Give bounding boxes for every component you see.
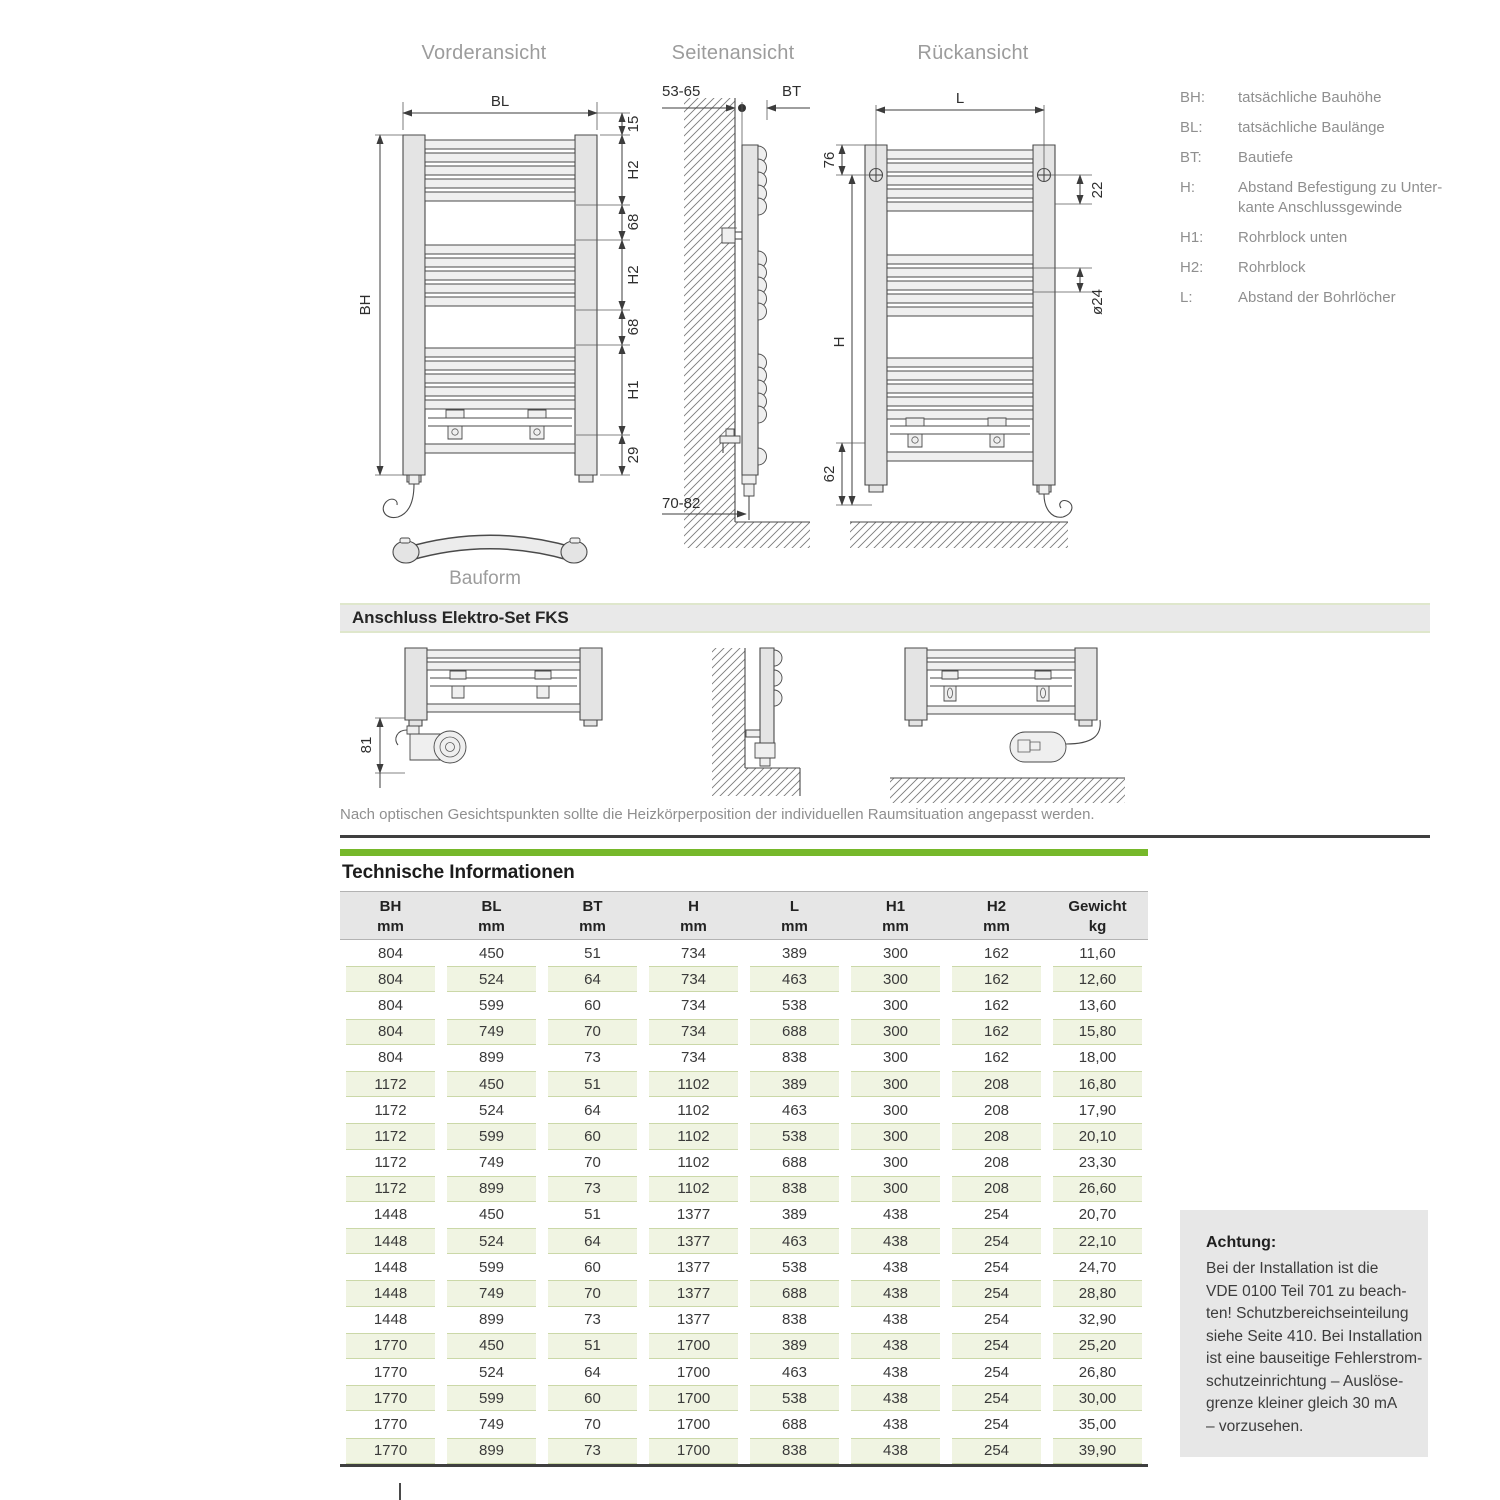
table-cell: 300 xyxy=(845,1123,946,1149)
side-tube-bumps xyxy=(758,146,767,465)
table-row xyxy=(340,1438,1148,1464)
table-row xyxy=(340,1411,1148,1437)
table-cell: 1102 xyxy=(643,1176,744,1202)
table-cell: 18,00 xyxy=(1078,1049,1117,1067)
table-cell: 1102 xyxy=(677,1101,710,1119)
table-cell: 438 xyxy=(882,1363,909,1381)
table-cell: 300 xyxy=(845,1176,946,1202)
section-divider xyxy=(340,835,1430,838)
table-cell: 1700 xyxy=(643,1333,744,1359)
table-cell: 1700 xyxy=(676,1415,711,1433)
table-cell: 599 xyxy=(478,1258,505,1276)
table-cell: 208 xyxy=(983,1101,1010,1119)
legend-desc: tatsächliche Baulänge xyxy=(1238,119,1385,136)
rear-view-drawing xyxy=(821,80,1110,560)
table-cell: 463 xyxy=(781,1101,808,1119)
fks-rear-floor xyxy=(890,778,1125,803)
bauform-label: Bauform xyxy=(449,568,521,589)
table-cell: 1377 xyxy=(676,1311,711,1329)
table-cell: 438 xyxy=(845,1333,946,1359)
table-cell: 1102 xyxy=(643,1123,744,1149)
fks-front-electric-element xyxy=(396,726,466,763)
table-row xyxy=(340,1071,1148,1097)
table-cell: 1377 xyxy=(676,1206,711,1224)
table-cell: 450 xyxy=(441,1333,542,1359)
table-cell: 734 xyxy=(680,996,707,1014)
table-cell: 24,70 xyxy=(1078,1258,1117,1276)
fks-front-drawing xyxy=(350,648,650,808)
table-cell: 73 xyxy=(584,1049,601,1067)
table-cell: 254 xyxy=(983,1311,1010,1329)
table-cell: 749 xyxy=(441,1019,542,1045)
table-row xyxy=(340,1045,1148,1071)
table-cell: 899 xyxy=(441,1438,542,1464)
table-cell: 73 xyxy=(584,1311,601,1329)
table-cell: 463 xyxy=(781,1363,808,1381)
dim-label-dia24: ø24 xyxy=(1089,289,1106,315)
legend-key: BH: xyxy=(1180,89,1206,106)
dim-label-l: L xyxy=(955,90,965,107)
table-cell: 17,90 xyxy=(1078,1101,1117,1119)
table-cell: 538 xyxy=(744,1385,845,1411)
table-cell: 254 xyxy=(983,1415,1010,1433)
table-cell: 734 xyxy=(680,1049,707,1067)
table-cell: 254 xyxy=(946,1438,1047,1464)
dim-label-81: 81 xyxy=(358,736,375,754)
front-tube-group-lower xyxy=(425,348,575,409)
table-cell: 26,80 xyxy=(1078,1363,1117,1381)
table-row xyxy=(340,966,1148,992)
table-cell: 389 xyxy=(781,1206,808,1224)
rear-floor xyxy=(850,522,1068,548)
table-cell: 64 xyxy=(584,1101,601,1119)
table-cell: 1377 xyxy=(676,1258,711,1276)
table-cell: 300 xyxy=(882,1101,909,1119)
column-header: Gewicht kg xyxy=(1068,898,1127,935)
rear-mounting-bracket xyxy=(890,418,1030,447)
table-cell: 450 xyxy=(478,1206,505,1224)
table-cell: 1448 xyxy=(340,1228,441,1254)
column-header: BT mm xyxy=(579,898,606,935)
legend-item xyxy=(1180,258,1445,278)
table-cell: 162 xyxy=(983,1049,1010,1067)
table-title: Technische Informationen xyxy=(342,862,575,883)
dim-label-h2-upper: H2 xyxy=(625,160,642,180)
table-cell: 734 xyxy=(643,966,744,992)
table-cell: 208 xyxy=(946,1123,1047,1149)
table-cell: 1448 xyxy=(373,1258,408,1276)
table-cell: 804 xyxy=(340,1019,441,1045)
dim-label-76: 76 xyxy=(821,151,838,169)
rear-foot-left xyxy=(869,485,883,492)
table-cell: 162 xyxy=(983,996,1010,1014)
legend-item xyxy=(1180,178,1445,218)
rear-cable-hook xyxy=(1039,485,1072,517)
legend-key: H: xyxy=(1180,179,1195,196)
front-mounting-bracket xyxy=(428,410,572,439)
table-cell: 1448 xyxy=(373,1311,408,1329)
table-cell: 70 xyxy=(584,1415,601,1433)
table-cell: 688 xyxy=(781,1154,808,1172)
column-header: H mm xyxy=(680,898,707,935)
fks-side-wall xyxy=(712,648,800,796)
legend-item xyxy=(1180,88,1445,108)
table-cell: 13,60 xyxy=(1078,996,1117,1014)
table-cell: 64 xyxy=(542,1228,643,1254)
table-cell: 804 xyxy=(377,1049,404,1067)
table-cell: 39,90 xyxy=(1047,1438,1148,1464)
rear-dim-62 xyxy=(821,443,865,505)
table-cell: 438 xyxy=(882,1415,909,1433)
table-cell: 524 xyxy=(478,1101,505,1119)
table-cell: 538 xyxy=(744,1123,845,1149)
table-cell: 300 xyxy=(882,1154,909,1172)
table-cell: 524 xyxy=(478,1363,505,1381)
table-cell: 438 xyxy=(882,1311,909,1329)
dim-label-h: H xyxy=(831,336,848,348)
table-cell: 23,30 xyxy=(1078,1154,1117,1172)
table-cell: 749 xyxy=(478,1154,505,1172)
table-row xyxy=(340,1123,1148,1149)
dim-label-bh: BH xyxy=(357,294,374,316)
legend-item xyxy=(1180,288,1445,308)
table-header-row xyxy=(340,891,1148,940)
table-cell: 463 xyxy=(744,1228,845,1254)
table-cell: 300 xyxy=(882,944,909,962)
fks-section-header xyxy=(340,603,1430,633)
front-view-title: Vorderansicht xyxy=(421,42,547,64)
table-cell: 300 xyxy=(845,966,946,992)
table-cell: 32,90 xyxy=(1078,1311,1117,1329)
table-cell: 70 xyxy=(584,1154,601,1172)
column-header: H1 mm xyxy=(882,898,909,935)
legend-desc: Abstand Befestigung zu Unter- kante Anschlussgewinde xyxy=(1238,179,1443,216)
table-cell: 1700 xyxy=(676,1363,711,1381)
dim-label-62: 62 xyxy=(821,465,838,483)
front-tube-group-middle xyxy=(425,245,575,306)
rear-screw-left xyxy=(870,169,883,182)
rear-dim-76 xyxy=(821,145,870,175)
side-electric-element xyxy=(742,475,756,520)
legend-key: BL: xyxy=(1180,119,1203,136)
table-cell: 1448 xyxy=(340,1280,441,1306)
table-row xyxy=(340,1254,1148,1280)
table-cell: 1172 xyxy=(340,1176,441,1202)
table-cell: 734 xyxy=(643,1019,744,1045)
fks-rear-drawing xyxy=(880,648,1170,808)
table-cell: 1700 xyxy=(643,1438,744,1464)
table-cell: 73 xyxy=(542,1176,643,1202)
table-cell: 688 xyxy=(744,1280,845,1306)
table-cell: 254 xyxy=(946,1385,1047,1411)
table-cell: 60 xyxy=(584,1258,601,1276)
table-cell: 22,10 xyxy=(1047,1228,1148,1254)
front-cable-hook xyxy=(383,475,419,518)
dim-label-68-lower: 68 xyxy=(625,318,642,336)
legend-desc: Bautiefe xyxy=(1238,149,1294,166)
table-cell: 1172 xyxy=(374,1101,407,1119)
table-cell: 438 xyxy=(845,1228,946,1254)
legend-item xyxy=(1180,228,1445,248)
table-cell: 389 xyxy=(744,1333,845,1359)
table-cell: 208 xyxy=(946,1176,1047,1202)
table-cell: 389 xyxy=(744,1071,845,1097)
table-row xyxy=(340,1385,1148,1411)
table-cell: 599 xyxy=(441,1123,542,1149)
table-cell: 60 xyxy=(542,1385,643,1411)
legend-item xyxy=(1180,118,1445,138)
table-cell: 208 xyxy=(983,1154,1010,1172)
table-cell: 389 xyxy=(781,944,808,962)
legend-key: H1: xyxy=(1180,229,1204,246)
table-cell: 524 xyxy=(441,966,542,992)
table-cell: 688 xyxy=(781,1415,808,1433)
bauform-drawing xyxy=(390,518,590,568)
front-tube-group-upper xyxy=(425,140,575,201)
table-cell: 300 xyxy=(882,1049,909,1067)
table-cell: 538 xyxy=(781,1258,808,1276)
table-cell: 450 xyxy=(441,1071,542,1097)
table-cell: 254 xyxy=(983,1258,1010,1276)
table-cell: 899 xyxy=(441,1176,542,1202)
fks-rear-radiator xyxy=(905,648,1097,726)
fks-section-title: Anschluss Elektro-Set FKS xyxy=(352,608,569,627)
table-cell: 20,10 xyxy=(1047,1123,1148,1149)
table-cell: 162 xyxy=(946,966,1047,992)
table-cell: 1102 xyxy=(643,1071,744,1097)
table-row xyxy=(340,1176,1148,1202)
rear-dim-22 xyxy=(1050,175,1106,204)
cropped-dimension-mark xyxy=(399,1483,401,1500)
table-cell: 1770 xyxy=(373,1363,408,1381)
fks-side-electric-element xyxy=(755,743,775,766)
table-cell: 1172 xyxy=(340,1123,441,1149)
table-cell: 162 xyxy=(983,944,1010,962)
rear-tube-group-lower xyxy=(887,358,1033,419)
table-cell: 450 xyxy=(478,944,505,962)
table-cell: 749 xyxy=(441,1280,542,1306)
table-cell: 254 xyxy=(946,1280,1047,1306)
table-cell: 1172 xyxy=(374,1154,407,1172)
fks-dim-81 xyxy=(358,718,405,788)
front-dim-bl xyxy=(403,93,597,130)
table-cell: 254 xyxy=(983,1363,1010,1381)
table-cell: 16,80 xyxy=(1047,1071,1148,1097)
table-cell: 438 xyxy=(845,1280,946,1306)
dim-label-29: 29 xyxy=(625,446,642,464)
table-cell: 73 xyxy=(542,1438,643,1464)
fks-side-panel xyxy=(746,648,782,743)
fks-front-radiator xyxy=(405,648,602,726)
front-foot-right xyxy=(579,475,593,482)
table-cell: 28,80 xyxy=(1047,1280,1148,1306)
table-cell: 70 xyxy=(542,1280,643,1306)
table-cell: 1448 xyxy=(373,1206,408,1224)
table-cell: 51 xyxy=(584,944,601,962)
dim-label-bt: BT xyxy=(782,83,802,100)
legend-desc: Rohrblock unten xyxy=(1238,229,1348,246)
table-cell: 838 xyxy=(781,1049,808,1067)
table-cell: 51 xyxy=(542,1333,643,1359)
table-row xyxy=(340,1202,1148,1228)
table-cell: 438 xyxy=(845,1438,946,1464)
table-cell: 1770 xyxy=(340,1333,441,1359)
table-row xyxy=(340,1150,1148,1176)
table-cell: 208 xyxy=(946,1071,1047,1097)
column-header: BL mm xyxy=(478,898,505,935)
rear-tube-group-upper xyxy=(887,150,1033,211)
table-cell: 12,60 xyxy=(1047,966,1148,992)
table-cell: 438 xyxy=(882,1258,909,1276)
legend-desc: Rohrblock xyxy=(1238,259,1306,276)
table-cell: 26,60 xyxy=(1047,1176,1148,1202)
table-cell: 1770 xyxy=(340,1438,441,1464)
table-row xyxy=(340,1333,1148,1359)
table-cell: 1770 xyxy=(373,1415,408,1433)
table-row xyxy=(340,1019,1148,1045)
table-cell: 1102 xyxy=(677,1154,710,1172)
front-dim-bh xyxy=(357,135,403,475)
table-cell: 438 xyxy=(845,1385,946,1411)
rear-radiator-body xyxy=(850,145,1072,548)
table-cell: 300 xyxy=(845,1019,946,1045)
dim-label-53-65: 53-65 xyxy=(662,83,701,100)
dim-label-bl: BL xyxy=(490,93,510,110)
front-view-drawing xyxy=(357,80,660,530)
column-header: H2 mm xyxy=(983,898,1010,935)
table-row xyxy=(340,1359,1148,1385)
table-bottom-rule xyxy=(340,1464,1148,1467)
table-cell: 1377 xyxy=(643,1228,744,1254)
table-cell: 463 xyxy=(744,966,845,992)
table-cell: 688 xyxy=(744,1019,845,1045)
table-cell: 64 xyxy=(584,1363,601,1381)
table-cell: 804 xyxy=(377,996,404,1014)
legend-desc: tatsächliche Bauhöhe xyxy=(1238,89,1382,106)
fks-side-drawing xyxy=(700,648,835,813)
column-header: L mm xyxy=(781,898,808,935)
table-cell: 30,00 xyxy=(1047,1385,1148,1411)
legend xyxy=(1180,88,1445,318)
dim-label-h2-lower: H2 xyxy=(625,265,642,285)
table-row xyxy=(340,1097,1148,1123)
table-cell: 15,80 xyxy=(1047,1019,1148,1045)
front-radiator-body xyxy=(383,135,597,518)
dim-label-22: 22 xyxy=(1089,181,1106,199)
dim-label-70-82: 70-82 xyxy=(662,495,701,512)
legend-key: H2: xyxy=(1180,259,1204,276)
table-cell: 35,00 xyxy=(1078,1415,1117,1433)
table-row xyxy=(340,940,1148,966)
dim-label-68-upper: 68 xyxy=(625,213,642,231)
table-cell: 70 xyxy=(542,1019,643,1045)
table-cell: 51 xyxy=(542,1071,643,1097)
table-cell: 899 xyxy=(478,1049,505,1067)
table-cell: 1770 xyxy=(340,1385,441,1411)
rear-screw-right xyxy=(1038,169,1051,182)
rear-tube-group-middle xyxy=(887,255,1033,316)
legend-desc: Abstand der Bohrlöcher xyxy=(1238,289,1396,306)
table-cell: 804 xyxy=(377,944,404,962)
legend-key: BT: xyxy=(1180,149,1202,166)
side-dim-bt xyxy=(767,83,810,108)
table-accent-bar xyxy=(340,849,1148,856)
table-cell: 64 xyxy=(542,966,643,992)
table-cell: 749 xyxy=(478,1415,505,1433)
table-cell: 60 xyxy=(542,1123,643,1149)
table-body xyxy=(340,940,1148,1464)
table-cell: 734 xyxy=(680,944,707,962)
table-cell: 254 xyxy=(946,1228,1047,1254)
fks-note: Nach optischen Gesichtspunkten sollte die Heizkörperposition der individuellen Raumsituation angepasst werden. xyxy=(340,806,1095,823)
dim-label-15: 15 xyxy=(625,115,642,133)
legend-key: L: xyxy=(1180,289,1193,306)
table-cell: 538 xyxy=(781,996,808,1014)
table-cell: 804 xyxy=(340,966,441,992)
table-cell: 51 xyxy=(584,1206,601,1224)
side-wall-bracket-top xyxy=(720,228,742,243)
table-cell: 300 xyxy=(845,1071,946,1097)
table-cell: 599 xyxy=(441,1385,542,1411)
table-cell: 20,70 xyxy=(1078,1206,1117,1224)
column-header: BH mm xyxy=(377,898,404,935)
side-view-title: Seitenansicht xyxy=(671,42,795,64)
table-row xyxy=(340,992,1148,1018)
table-row xyxy=(340,1228,1148,1254)
warning-title: Achtung: xyxy=(1206,1234,1277,1251)
table-cell: 60 xyxy=(584,996,601,1014)
dim-label-h1: H1 xyxy=(625,380,642,400)
table-cell: 1700 xyxy=(643,1385,744,1411)
warning-text: Bei der Installation ist die VDE 0100 Teil 701 zu beach- ten! Schutzbereichseinteilung siehe Seite 410. Bei Installation ist eine bauseitige Fehlerstrom- schutzeinrichtung – Auslöse- grenze kleiner gleich 30 mA – vorzusehen. xyxy=(1206,1260,1423,1435)
legend-item xyxy=(1180,148,1445,168)
table-cell: 11,60 xyxy=(1079,944,1116,962)
table-cell: 254 xyxy=(946,1333,1047,1359)
table-cell: 838 xyxy=(744,1176,845,1202)
table-cell: 899 xyxy=(478,1311,505,1329)
warning-box xyxy=(1180,1210,1428,1457)
technical-table xyxy=(340,891,1148,1467)
table-cell: 1377 xyxy=(643,1280,744,1306)
table-cell: 162 xyxy=(946,1019,1047,1045)
table-cell: 524 xyxy=(441,1228,542,1254)
table-cell: 438 xyxy=(882,1206,909,1224)
table-row xyxy=(340,1307,1148,1333)
table-cell: 254 xyxy=(983,1206,1010,1224)
side-view-drawing xyxy=(660,80,825,560)
table-cell: 1172 xyxy=(340,1071,441,1097)
table-row xyxy=(340,1280,1148,1306)
rear-view-title: Rückansicht xyxy=(917,42,1029,64)
table-cell: 25,20 xyxy=(1047,1333,1148,1359)
table-cell: 300 xyxy=(882,996,909,1014)
table-cell: 838 xyxy=(744,1438,845,1464)
table-cell: 838 xyxy=(781,1311,808,1329)
table-cell: 599 xyxy=(478,996,505,1014)
